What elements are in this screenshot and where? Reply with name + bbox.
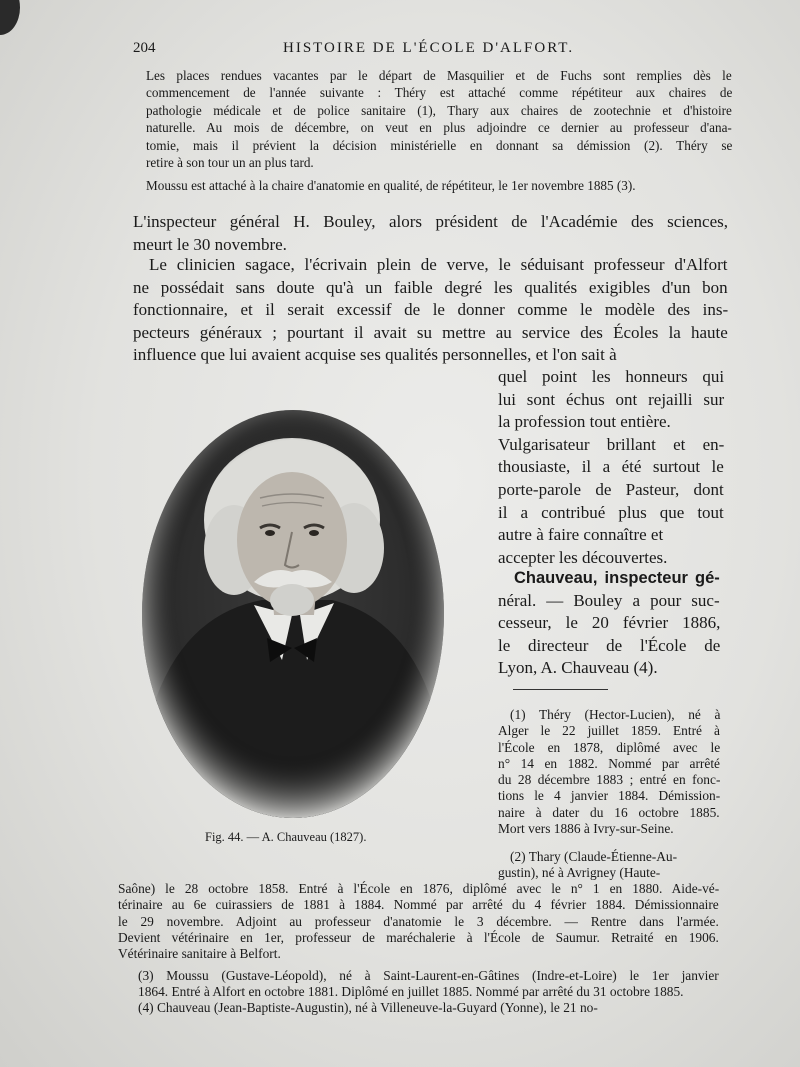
text-line: (3) Moussu (Gustave-Léopold), né à Saint-Laurent-en-Gâtines (Indre-et-Loire) le 1er janvier: [138, 968, 719, 983]
page-number: 204: [133, 40, 156, 56]
text-line: gustin), né à Avrigney (Haute-: [498, 865, 661, 881]
footnote-1: [498, 707, 720, 837]
text-line: Vulgarisateur brillant et en-: [498, 434, 725, 454]
footnote-separator: [513, 689, 608, 690]
text-line: pathologie médicale et de police sanitaire (1), Thary aux chaires de zootechnie et d'histoire: [146, 102, 732, 118]
text-line: influence que lui avaient acquise ses qualités personnelles, et l'on sait à: [133, 345, 617, 365]
text-line: pecteurs généraux ; pourtant il avait su mettre au service des Écoles la haute: [133, 322, 728, 342]
text-line: (4) Chauveau (Jean-Baptiste-Augustin), né à Villeneuve-la-Guyard (Yonne), le 21 no-: [138, 1000, 598, 1015]
text-line: tions le 4 janvier 1884. Démission-: [498, 788, 721, 804]
footnote-3: [138, 968, 719, 1001]
text-line: du 28 décembre 1883 ; entré en fonc-: [498, 772, 721, 788]
text-line: térinaire au 6e cuirassiers de 1881 à 1884. Nommé par arrêté du 4 février 1884. Démissionnaire: [118, 897, 719, 913]
figure-caption: Fig. 44. — A. Chauveau (1827).: [205, 830, 367, 844]
text-line: Alger le 22 juillet 1859. Entré à: [498, 723, 720, 739]
text-line: (1) Théry (Hector-Lucien), né à: [510, 707, 721, 722]
page-corner-shadow: [0, 0, 20, 35]
text-line: 1864. Entré à Alfort en octobre 1881. Diplômé en juillet 1885. Nommé par arrêté du 31 octobre 1885.: [138, 984, 684, 1000]
text-line: (2) Thary (Claude-Étienne-Au-: [510, 849, 678, 864]
text-line: néral. — Bouley a pour suc-: [498, 590, 720, 610]
text-line: il a contribué plus que tout: [498, 502, 724, 522]
text-line: le 29 novembre. Adjoint au professeur d'anatomie le 3 décembre. — Rentre dans l'armée.: [118, 913, 719, 929]
section-title: Chauveau, inspecteur gé-: [514, 569, 720, 587]
moussu-line: [146, 177, 732, 194]
text-line: ne possédait sans doute qu'à un faible degré les qualités exigibles d'un bon: [133, 277, 728, 297]
text-line: l'École en 1878, diplômé avec le: [498, 739, 721, 755]
text-line: naturelle. Au mois de décembre, on veut en plus adjoindre ce dernier au professeur d'ana-: [146, 120, 732, 136]
portrait-photo: [142, 410, 444, 818]
text-line: Vétérinaire sanitaire à Belfort.: [118, 946, 281, 962]
text-line: Saône) le 28 octobre 1858. Entré à l'École en 1876, diplômé avec le n° 1 en 1880. Aide-vé-: [118, 881, 720, 896]
text-line: n° 14 en 1882. Nommé par arrêté: [498, 755, 721, 771]
text-line: Lyon, A. Chauveau (4).: [498, 658, 658, 678]
text-line: Les places rendues vacantes par le départ de Masquilier et de Fuchs sont remplies dès le: [146, 68, 732, 83]
text-line: la profession tout entière.: [498, 412, 671, 432]
text-line: fonctionnaire, et il serait excessif de le donner comme le modèle des ins-: [133, 300, 729, 320]
text-line: le directeur de l'École de: [498, 635, 721, 655]
chauveau-section: [498, 567, 720, 680]
text-line: autre à faire connaître et: [498, 525, 664, 545]
text-line: cesseur, le 20 février 1886,: [498, 613, 721, 633]
intro-paragraph: [146, 67, 732, 171]
text-line: accepter les découvertes.: [498, 547, 668, 567]
text-line: porte-parole de Pasteur, dont: [498, 479, 724, 499]
text-line: Moussu est attaché à la chaire d'anatomie en qualité, de répétiteur, le 1er novembre 1885 (3).: [146, 178, 636, 193]
bouley-paragraph-2-continued: [498, 366, 724, 569]
text-line: Mort vers 1886 à Ivry-sur-Seine.: [498, 821, 674, 837]
text-line: lui sont échus ont rejailli sur: [498, 389, 725, 409]
text-line: commencement de l'année suivante : Théry est attaché comme répétiteur aux chaires de: [146, 85, 733, 101]
text-line: meurt le 30 novembre.: [133, 234, 287, 254]
footnote-4: [138, 1000, 719, 1016]
text-line: retire à son tour un an plus tard.: [146, 155, 314, 171]
bouley-paragraph-2: [133, 254, 728, 367]
text-line: Le clinicien sagace, l'écrivain plein de verve, le séduisant professeur d'Alfort: [149, 255, 728, 274]
text-line: naire à dater du 16 octobre 1885.: [498, 804, 720, 820]
text-line: L'inspecteur général H. Bouley, alors président de l'Académie des sciences,: [133, 212, 729, 231]
text-line: quel point les honneurs qui: [498, 367, 725, 386]
text-line: Devient vétérinaire en 1er, professeur de maréchalerie à l'École de Saumur. Retraité en 1906.: [118, 929, 719, 945]
text-line: tomie, mais il prévient la décision ministérielle en donnant sa démission (2). Théry se: [146, 137, 733, 153]
running-head: HISTOIRE DE L'ÉCOLE D'ALFORT.: [283, 40, 575, 56]
portrait-illustration: [142, 410, 444, 818]
footnote-2-start: [498, 849, 720, 882]
text-line: thousiaste, il a été surtout le: [498, 457, 724, 477]
bouley-paragraph-1: [133, 211, 728, 256]
footnote-2-rest: [118, 881, 719, 962]
